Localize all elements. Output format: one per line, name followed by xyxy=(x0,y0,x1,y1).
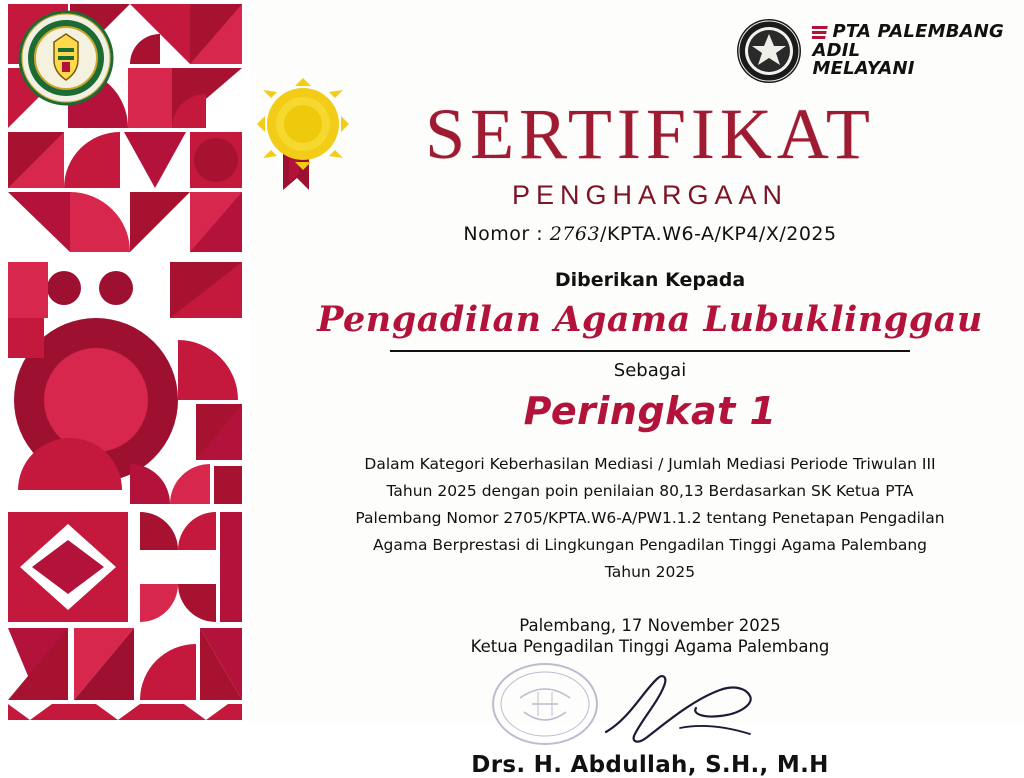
decorative-pattern-band xyxy=(0,0,250,724)
awarded-to-label: Diberikan Kepada xyxy=(554,269,746,291)
as-label: Sebagai xyxy=(613,359,687,381)
signer-name: Drs. H. Abdullah, S.H., M.H xyxy=(471,752,829,778)
recipient-name: Pengadilan Agama Lubuklinggau xyxy=(317,299,983,340)
number-label: Nomor : xyxy=(463,223,544,245)
logo-line-3: MELAYANI xyxy=(812,58,915,80)
certificate-title: SERTIFIKAT xyxy=(425,94,875,174)
logo-line-2: ADIL xyxy=(812,39,861,61)
certificate-content xyxy=(300,0,1000,778)
signature-icon xyxy=(600,670,770,750)
certificate-body-text: Dalam Kategori Keberhasilan Mediasi / Jumlah Mediasi Periode Triwulan III Tahun 2025 dengan poin penilaian 80,13 Berdasarkan SK Ketua PTA Palembang Nomor 2705/KPTA.W6-A/PW1.1.2 tentang Penetapan Pengadilan Agama Berprestasi di Lingkungan Pengadilan Tinggi Agama Palembang Tahun 2025 xyxy=(355,454,945,581)
number-value: 2763 xyxy=(549,223,601,245)
official-stamp-icon xyxy=(480,658,610,750)
place-and-date: Palembang, 17 November 2025 xyxy=(519,616,781,636)
signature-area xyxy=(300,656,1000,752)
number-suffix: /KPTA.W6-A/KP4/X/2025 xyxy=(600,223,837,245)
certificate-subtitle: PENGHARGAAN xyxy=(511,180,789,210)
logo-line-1: PTA PALEMBANG xyxy=(832,21,1004,43)
divider-line xyxy=(390,350,910,352)
signer-title: Ketua Pengadilan Tinggi Agama Palembang xyxy=(470,637,830,657)
rank-title: Peringkat 1 xyxy=(523,388,777,433)
certificate-number-line xyxy=(300,223,1000,245)
court-seal-icon xyxy=(18,10,114,106)
